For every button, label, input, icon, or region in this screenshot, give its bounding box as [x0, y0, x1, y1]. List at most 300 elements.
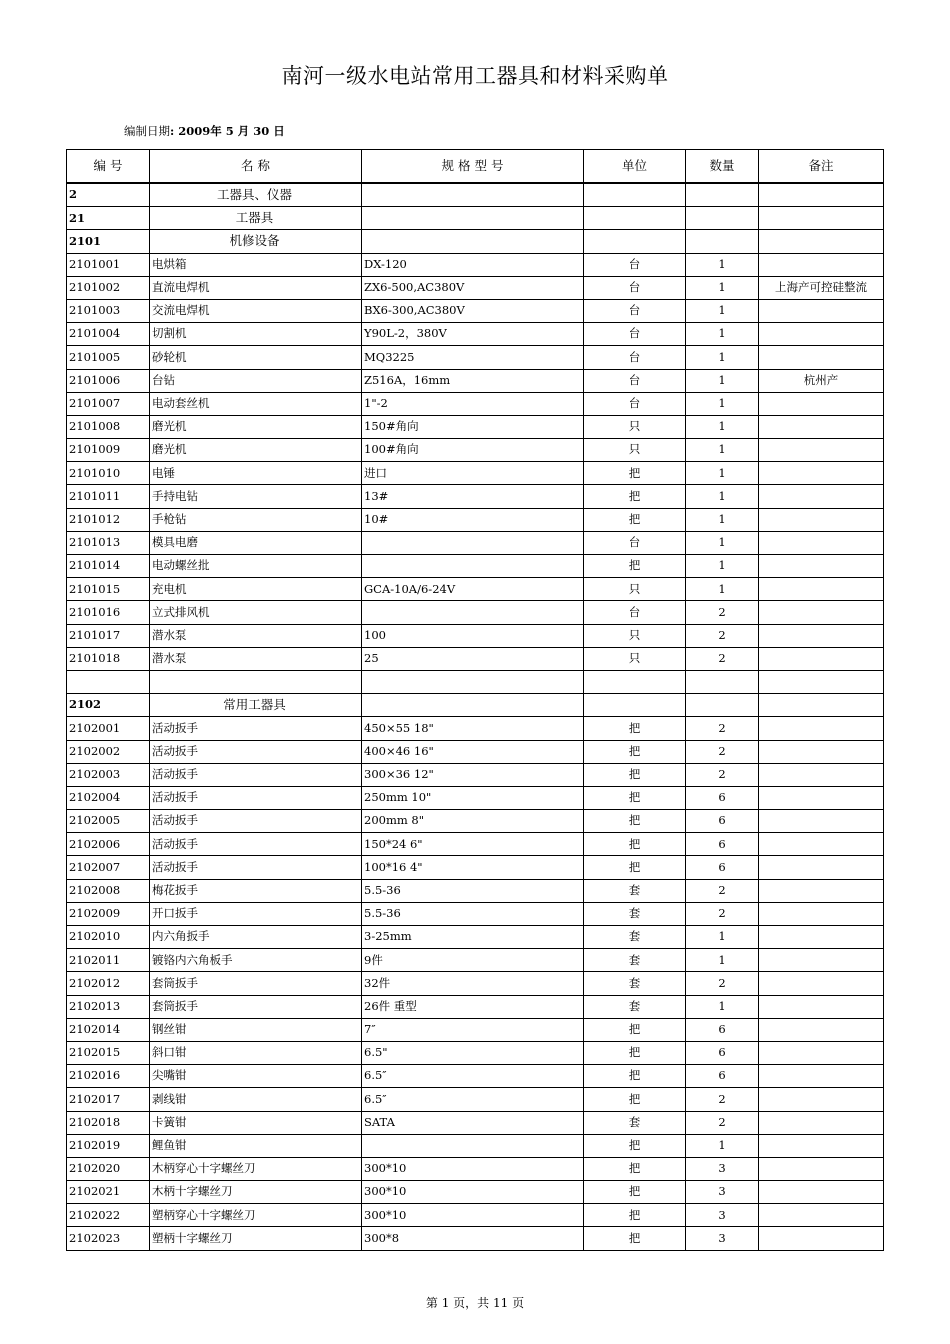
table-row	[67, 323, 884, 346]
table-row	[67, 1157, 884, 1180]
cell-unit: 台	[584, 392, 686, 415]
cell-note	[759, 230, 884, 253]
page-footer: 第 1 页，共 11 页	[425, 1296, 525, 1310]
cell-note	[759, 1181, 884, 1204]
cell-note	[759, 833, 884, 856]
cell-code: 2	[67, 183, 150, 207]
cell-code: 2102017	[67, 1088, 150, 1111]
cell-note	[759, 207, 884, 230]
cell-qty: 1	[686, 253, 759, 276]
cell-unit: 把	[584, 462, 686, 485]
cell-name: 木柄十字螺丝刀	[150, 1181, 362, 1204]
cell-code: 2102005	[67, 810, 150, 833]
cell-code: 2101015	[67, 578, 150, 601]
header-spec: 规 格 型 号	[362, 150, 584, 184]
table-row	[67, 601, 884, 624]
table-group-row	[67, 230, 884, 253]
cell-unit: 把	[584, 1065, 686, 1088]
table-body	[67, 183, 884, 1250]
cell-code: 2102009	[67, 902, 150, 925]
cell-code: 2101013	[67, 531, 150, 554]
cell-spec: 150#角向	[362, 415, 584, 438]
cell-name: 充电机	[150, 578, 362, 601]
cell-qty: 6	[686, 856, 759, 879]
cell-unit: 套	[584, 902, 686, 925]
cell-qty: 1	[686, 1134, 759, 1157]
cell-name: 活动扳手	[150, 833, 362, 856]
cell-code: 2101012	[67, 508, 150, 531]
cell-name: 工器具、仪器	[150, 183, 362, 207]
cell-qty: 1	[686, 346, 759, 369]
cell-name: 卡簧钳	[150, 1111, 362, 1134]
cell-unit: 把	[584, 508, 686, 531]
compile-date-value: : 2009年 5 月 30 日	[170, 124, 285, 138]
cell-unit: 套	[584, 1111, 686, 1134]
cell-name: 活动扳手	[150, 763, 362, 786]
cell-name: 砂轮机	[150, 346, 362, 369]
table-row	[67, 555, 884, 578]
cell-name: 手持电钻	[150, 485, 362, 508]
cell-qty: 6	[686, 1041, 759, 1064]
cell-qty: 1	[686, 508, 759, 531]
table-row	[67, 647, 884, 670]
cell-note	[759, 531, 884, 554]
table-group-row	[67, 183, 884, 207]
table-row	[67, 1018, 884, 1041]
cell-qty: 1	[686, 578, 759, 601]
cell-name: 尖嘴钳	[150, 1065, 362, 1088]
cell-name: 模具电磨	[150, 531, 362, 554]
table-row	[67, 902, 884, 925]
cell-spec	[362, 183, 584, 207]
table-row	[67, 485, 884, 508]
table-row	[67, 717, 884, 740]
cell-code: 2102015	[67, 1041, 150, 1064]
cell-note: 上海产可控硅整流	[759, 276, 884, 299]
cell-qty: 1	[686, 323, 759, 346]
cell-spec	[362, 531, 584, 554]
cell-spec: 250mm 10"	[362, 786, 584, 809]
cell-name: 手枪钻	[150, 508, 362, 531]
header-unit: 单位	[584, 150, 686, 184]
cell-qty: 2	[686, 601, 759, 624]
cell-name: 开口扳手	[150, 902, 362, 925]
cell-qty: 1	[686, 926, 759, 949]
cell-name: 机修设备	[150, 230, 362, 253]
cell-qty: 1	[686, 299, 759, 322]
cell-spec: DX-120	[362, 253, 584, 276]
cell-name: 活动扳手	[150, 856, 362, 879]
cell-spec: Z516A，16mm	[362, 369, 584, 392]
cell-spec: 6.5″	[362, 1088, 584, 1111]
cell-name: 直流电焊机	[150, 276, 362, 299]
cell-note	[759, 323, 884, 346]
table-header-row	[67, 150, 884, 184]
cell-code: 2102004	[67, 786, 150, 809]
cell-spec: MQ3225	[362, 346, 584, 369]
cell-name: 电动螺丝批	[150, 555, 362, 578]
cell-code: 2102	[67, 694, 150, 717]
cell-note	[759, 810, 884, 833]
table-row	[67, 439, 884, 462]
cell-code: 2101016	[67, 601, 150, 624]
cell-note	[759, 995, 884, 1018]
table-group-row	[67, 207, 884, 230]
cell-code: 2101014	[67, 555, 150, 578]
cell-note	[759, 1088, 884, 1111]
cell-note	[759, 392, 884, 415]
table-row	[67, 949, 884, 972]
cell-unit: 只	[584, 578, 686, 601]
cell-spec: 100	[362, 624, 584, 647]
header-qty: 数量	[686, 150, 759, 184]
cell-spec: 300*10	[362, 1181, 584, 1204]
table-row	[67, 462, 884, 485]
cell-qty: 2	[686, 1088, 759, 1111]
cell-note	[759, 555, 884, 578]
table-row	[67, 578, 884, 601]
cell-unit: 台	[584, 369, 686, 392]
cell-spec: BX6-300,AC380V	[362, 299, 584, 322]
cell-name: 电动套丝机	[150, 392, 362, 415]
cell-note	[759, 1041, 884, 1064]
cell-spec: 7″	[362, 1018, 584, 1041]
cell-unit: 把	[584, 1018, 686, 1041]
cell-spec	[362, 1134, 584, 1157]
cell-unit: 把	[584, 1134, 686, 1157]
cell-name: 套筒扳手	[150, 972, 362, 995]
cell-note	[759, 717, 884, 740]
cell-unit: 把	[584, 1204, 686, 1227]
cell-qty: 1	[686, 949, 759, 972]
cell-name: 镀铬内六角板手	[150, 949, 362, 972]
cell-spec: 10#	[362, 508, 584, 531]
cell-qty: 1	[686, 531, 759, 554]
cell-qty: 3	[686, 1227, 759, 1250]
table-row	[67, 1227, 884, 1250]
cell-spec: 9件	[362, 949, 584, 972]
cell-qty: 2	[686, 879, 759, 902]
cell-spec: 300×36 12"	[362, 763, 584, 786]
cell-code: 2102023	[67, 1227, 150, 1250]
cell-unit: 把	[584, 1088, 686, 1111]
cell-note	[759, 1157, 884, 1180]
cell-spec: 26件 重型	[362, 995, 584, 1018]
cell-unit: 只	[584, 647, 686, 670]
table-row	[67, 856, 884, 879]
cell-note	[759, 299, 884, 322]
cell-code: 2101011	[67, 485, 150, 508]
cell-qty: 1	[686, 276, 759, 299]
table-group-row	[67, 694, 884, 717]
table-row	[67, 879, 884, 902]
cell-code: 2102006	[67, 833, 150, 856]
cell-unit: 只	[584, 624, 686, 647]
cell-name: 潜水泵	[150, 624, 362, 647]
cell-name: 剥线钳	[150, 1088, 362, 1111]
cell-code: 21	[67, 207, 150, 230]
cell-code: 2102012	[67, 972, 150, 995]
cell-name: 木柄穿心十字螺丝刀	[150, 1157, 362, 1180]
cell-unit: 台	[584, 299, 686, 322]
table-row	[67, 369, 884, 392]
table-row	[67, 1204, 884, 1227]
cell-name: 切割机	[150, 323, 362, 346]
compile-date	[124, 123, 285, 139]
cell-unit	[584, 207, 686, 230]
cell-name: 磨光机	[150, 439, 362, 462]
cell-spec: 25	[362, 647, 584, 670]
cell-spec: ZX6-500,AC380V	[362, 276, 584, 299]
cell-unit	[584, 670, 686, 693]
cell-unit: 台	[584, 276, 686, 299]
cell-spec	[362, 601, 584, 624]
cell-note	[759, 647, 884, 670]
cell-qty	[686, 183, 759, 207]
cell-name: 钢丝钳	[150, 1018, 362, 1041]
cell-note	[759, 1227, 884, 1250]
header-name: 名 称	[150, 150, 362, 184]
cell-code: 2101003	[67, 299, 150, 322]
cell-qty: 6	[686, 786, 759, 809]
cell-code: 2102008	[67, 879, 150, 902]
cell-unit: 只	[584, 415, 686, 438]
table-row	[67, 392, 884, 415]
cell-spec: 100*16 4"	[362, 856, 584, 879]
cell-code: 2101009	[67, 439, 150, 462]
cell-unit: 台	[584, 346, 686, 369]
cell-spec: Y90L-2，380V	[362, 323, 584, 346]
cell-name: 电烘箱	[150, 253, 362, 276]
cell-qty: 6	[686, 1065, 759, 1088]
cell-name: 活动扳手	[150, 786, 362, 809]
cell-code: 2102019	[67, 1134, 150, 1157]
cell-spec: 进口	[362, 462, 584, 485]
cell-code: 2101007	[67, 392, 150, 415]
cell-note	[759, 670, 884, 693]
cell-unit: 把	[584, 1157, 686, 1180]
cell-unit: 只	[584, 439, 686, 462]
cell-name: 活动扳手	[150, 740, 362, 763]
cell-code: 2101006	[67, 369, 150, 392]
cell-note	[759, 439, 884, 462]
cell-note	[759, 601, 884, 624]
cell-qty: 6	[686, 833, 759, 856]
cell-qty	[686, 207, 759, 230]
cell-unit: 把	[584, 717, 686, 740]
cell-qty	[686, 670, 759, 693]
cell-qty: 1	[686, 462, 759, 485]
table-row	[67, 926, 884, 949]
cell-code: 2102002	[67, 740, 150, 763]
cell-unit: 把	[584, 1227, 686, 1250]
cell-name: 梅花扳手	[150, 879, 362, 902]
cell-note	[759, 415, 884, 438]
cell-note	[759, 346, 884, 369]
table-row	[67, 1181, 884, 1204]
table-row	[67, 508, 884, 531]
cell-qty: 3	[686, 1157, 759, 1180]
cell-unit: 台	[584, 253, 686, 276]
cell-qty: 2	[686, 763, 759, 786]
cell-spec	[362, 555, 584, 578]
cell-unit	[584, 230, 686, 253]
cell-name: 工器具	[150, 207, 362, 230]
cell-name: 潜水泵	[150, 647, 362, 670]
cell-unit: 台	[584, 531, 686, 554]
cell-spec: 400×46 16"	[362, 740, 584, 763]
cell-spec: 13#	[362, 485, 584, 508]
cell-note	[759, 786, 884, 809]
cell-name: 斜口钳	[150, 1041, 362, 1064]
cell-unit: 台	[584, 323, 686, 346]
table-row	[67, 253, 884, 276]
cell-note	[759, 462, 884, 485]
cell-code: 2101018	[67, 647, 150, 670]
cell-qty: 1	[686, 995, 759, 1018]
cell-unit: 把	[584, 856, 686, 879]
cell-code: 2102001	[67, 717, 150, 740]
cell-qty: 1	[686, 555, 759, 578]
cell-name: 内六角扳手	[150, 926, 362, 949]
cell-name: 活动扳手	[150, 810, 362, 833]
table-row	[67, 972, 884, 995]
cell-spec	[362, 694, 584, 717]
cell-note	[759, 578, 884, 601]
table-row	[67, 299, 884, 322]
cell-qty: 2	[686, 624, 759, 647]
cell-code: 2101004	[67, 323, 150, 346]
cell-qty: 1	[686, 369, 759, 392]
cell-code: 2102021	[67, 1181, 150, 1204]
cell-code: 2101017	[67, 624, 150, 647]
cell-spec: 3-25mm	[362, 926, 584, 949]
cell-note	[759, 624, 884, 647]
cell-code: 2102010	[67, 926, 150, 949]
cell-spec: 32件	[362, 972, 584, 995]
cell-code: 2102007	[67, 856, 150, 879]
cell-note	[759, 1065, 884, 1088]
table-row	[67, 624, 884, 647]
cell-unit: 把	[584, 1181, 686, 1204]
cell-unit: 套	[584, 879, 686, 902]
table-row	[67, 810, 884, 833]
cell-unit: 套	[584, 972, 686, 995]
cell-name: 塑柄十字螺丝刀	[150, 1227, 362, 1250]
cell-code	[67, 670, 150, 693]
cell-qty: 3	[686, 1181, 759, 1204]
cell-qty: 6	[686, 1018, 759, 1041]
cell-code: 2101008	[67, 415, 150, 438]
cell-spec: 100#角向	[362, 439, 584, 462]
cell-note: 杭州产	[759, 369, 884, 392]
cell-spec	[362, 230, 584, 253]
cell-unit: 把	[584, 555, 686, 578]
cell-name: 塑柄穿心十字螺丝刀	[150, 1204, 362, 1227]
cell-spec: 300*8	[362, 1227, 584, 1250]
cell-code: 2102022	[67, 1204, 150, 1227]
cell-note	[759, 763, 884, 786]
cell-name: 立式排风机	[150, 601, 362, 624]
table-row	[67, 346, 884, 369]
table-row	[67, 1088, 884, 1111]
cell-name: 磨光机	[150, 415, 362, 438]
cell-unit: 台	[584, 601, 686, 624]
cell-code: 2101005	[67, 346, 150, 369]
cell-unit: 把	[584, 485, 686, 508]
cell-qty: 1	[686, 439, 759, 462]
table-row	[67, 833, 884, 856]
cell-qty: 2	[686, 717, 759, 740]
table-row	[67, 995, 884, 1018]
cell-unit: 套	[584, 949, 686, 972]
cell-note	[759, 902, 884, 925]
table-row	[67, 786, 884, 809]
cell-spec: 450×55 18"	[362, 717, 584, 740]
cell-note	[759, 972, 884, 995]
cell-code: 2101001	[67, 253, 150, 276]
cell-spec	[362, 670, 584, 693]
cell-spec: 5.5-36	[362, 879, 584, 902]
cell-code: 2102020	[67, 1157, 150, 1180]
table-row	[67, 1065, 884, 1088]
cell-qty	[686, 694, 759, 717]
cell-qty: 2	[686, 1111, 759, 1134]
cell-spec	[362, 207, 584, 230]
cell-note	[759, 485, 884, 508]
cell-note	[759, 856, 884, 879]
cell-unit	[584, 694, 686, 717]
cell-note	[759, 949, 884, 972]
cell-spec: GCA-10A/6-24V	[362, 578, 584, 601]
cell-qty: 3	[686, 1204, 759, 1227]
cell-spec: 5.5-36	[362, 902, 584, 925]
cell-note	[759, 1204, 884, 1227]
cell-name: 鲤鱼钳	[150, 1134, 362, 1157]
document-title: 南河一级水电站常用工器具和材料采购单	[281, 64, 669, 88]
cell-unit: 套	[584, 995, 686, 1018]
cell-qty: 1	[686, 392, 759, 415]
cell-code: 2102013	[67, 995, 150, 1018]
cell-spec: SATA	[362, 1111, 584, 1134]
cell-code: 2101002	[67, 276, 150, 299]
cell-qty: 2	[686, 972, 759, 995]
cell-spec: 300*10	[362, 1204, 584, 1227]
cell-code: 2101	[67, 230, 150, 253]
table-row	[67, 1041, 884, 1064]
cell-spec: 6.5"	[362, 1041, 584, 1064]
cell-qty: 2	[686, 902, 759, 925]
cell-name: 交流电焊机	[150, 299, 362, 322]
cell-spec: 300*10	[362, 1157, 584, 1180]
cell-spec: 150*24 6"	[362, 833, 584, 856]
cell-code: 2101010	[67, 462, 150, 485]
cell-note	[759, 1018, 884, 1041]
cell-unit	[584, 183, 686, 207]
cell-code: 2102003	[67, 763, 150, 786]
cell-note	[759, 740, 884, 763]
cell-qty: 2	[686, 740, 759, 763]
cell-note	[759, 508, 884, 531]
cell-qty: 2	[686, 647, 759, 670]
cell-note	[759, 879, 884, 902]
cell-unit: 把	[584, 763, 686, 786]
cell-code: 2102018	[67, 1111, 150, 1134]
header-code: 编 号	[67, 150, 150, 184]
cell-note	[759, 183, 884, 207]
header-note: 备注	[759, 150, 884, 184]
cell-code: 2102011	[67, 949, 150, 972]
